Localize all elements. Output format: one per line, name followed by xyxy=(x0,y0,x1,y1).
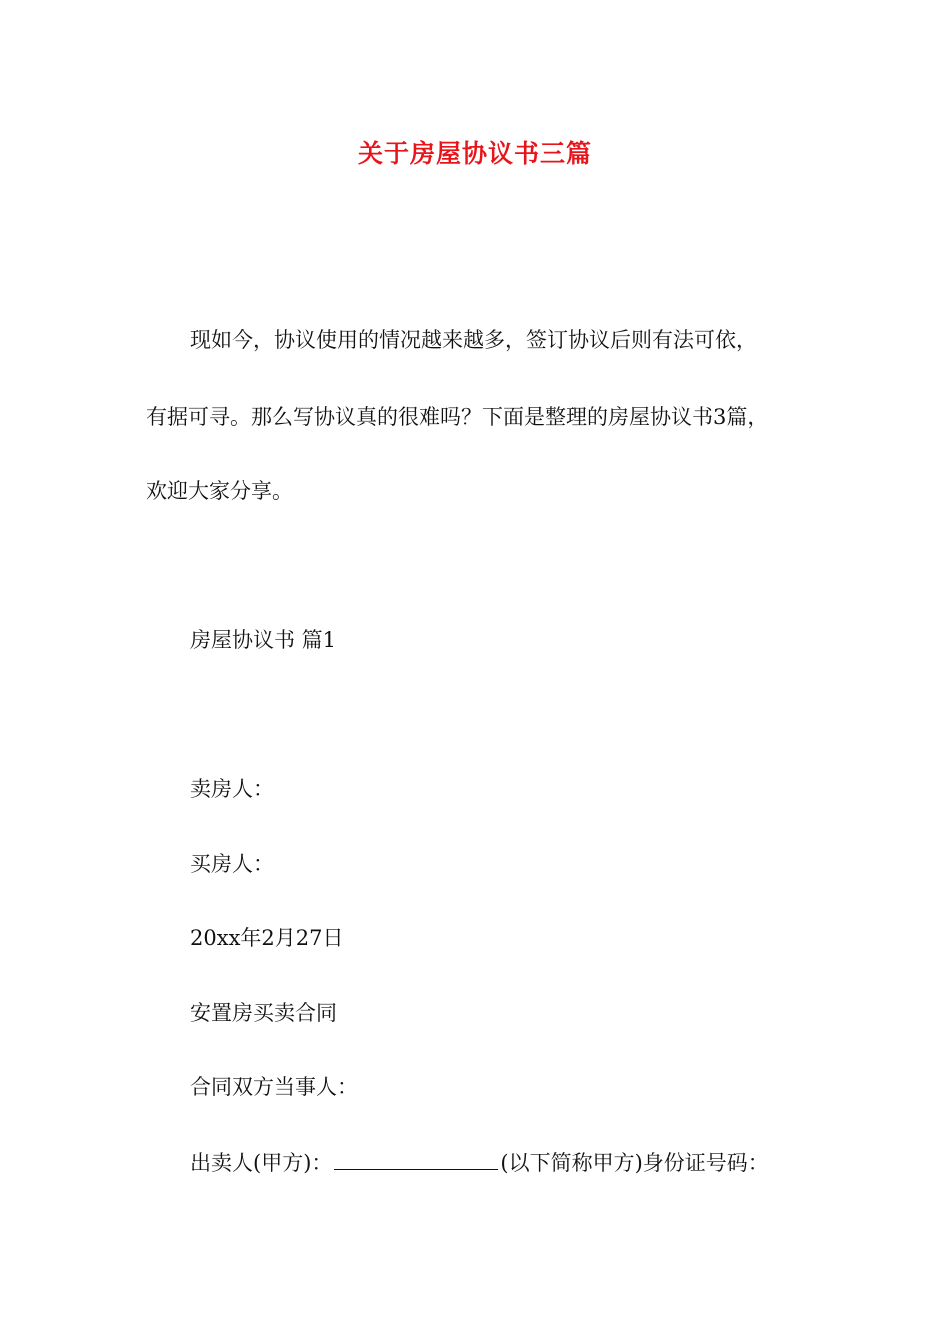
intro-line-1: 现如今，协议使用的情况越来越多，签订协议后则有法可依， xyxy=(190,328,757,352)
party-a-prefix: 出卖人(甲方)： xyxy=(190,1151,333,1175)
seller-label: 卖房人： xyxy=(190,777,274,801)
contract-date: 20xx年2月27日 xyxy=(190,926,344,950)
parties-label: 合同双方当事人： xyxy=(190,1075,358,1099)
buyer-label: 买房人： xyxy=(190,852,274,876)
party-a-suffix: (以下简称甲方)身份证号码： xyxy=(500,1151,769,1175)
intro-line-3: 欢迎大家分享。 xyxy=(146,479,293,503)
contract-title: 安置房买卖合同 xyxy=(190,1001,337,1025)
section-heading: 房屋协议书 篇1 xyxy=(190,628,337,652)
party-a-line xyxy=(190,1149,769,1177)
document-title: 关于房屋协议书三篇 xyxy=(357,139,592,168)
party-a-name-blank xyxy=(334,1149,498,1170)
intro-line-2: 有据可寻。那么写协议真的很难吗？下面是整理的房屋协议书3篇， xyxy=(146,405,769,429)
